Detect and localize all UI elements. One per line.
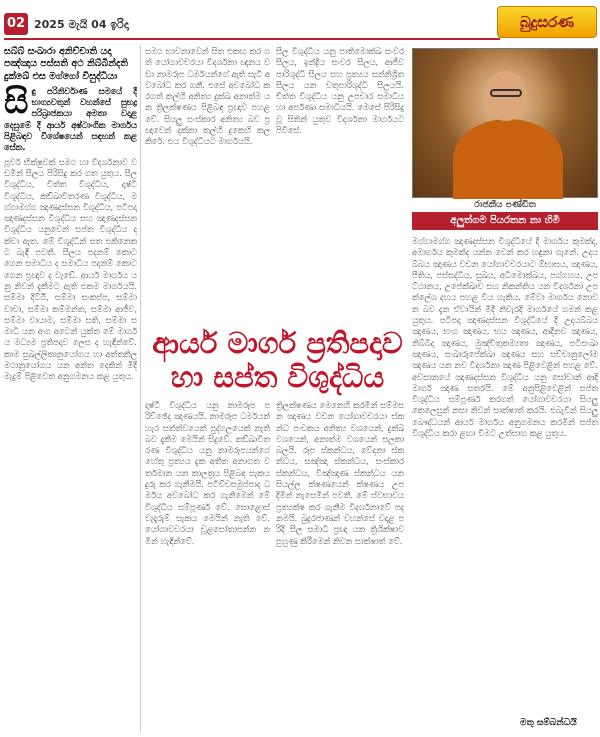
- header-rule: [4, 38, 500, 40]
- robe-shape: [453, 119, 563, 199]
- author-role: රාජකීය පණ්ඩිත: [474, 200, 536, 210]
- column-6: [276, 400, 404, 732]
- column-3-body: සීල විශුද්ධිය යනු පාතිමොක්ඛ සංවර සීලය, ඉන්ද්‍රිය සංවර සීලය, ආජීව පාරිශුද්ධි සීලය සහ ප්‍රත්‍යය සන්නිශ්‍රිත සීලය යන චතුපාරිශුද්ධි සීලයයි. චිත්ත විශුද්ධිය යනු උපචාර සමාධිය හා අර්පණා සමාධියයි. මෙසේ පිරිසිදු වූ සිතින් යුතුව විදර්ශනා මාර්ගයට පිවිසේ.: [276, 46, 404, 136]
- column-4: [412, 236, 598, 696]
- newspaper-logo: බුදුසරණ: [497, 6, 597, 38]
- column-2-body: සමථ භාවනාවෙන් සිත එකඟ කර ගත් යෝගාවචරයා විදර්ශනා ඥානය වඩා නාමරූප ධර්මයන්ගේ ඇති සැටි අවබෝධ කර ගනී. එසේ අවබෝධ කරගත් කල්හි අනිත්‍ය දුක්ඛ අනාත්ම යන ත්‍රිලක්ෂණය පිළිබඳ ප්‍රඥාව පහළ වේ. සියලු සංස්කාර අනිත්‍ය බව ප්‍රඥාවෙන් දක්නා කල්හි දුකෙහි කලකිරේ. එය විශුද්ධියට මාර්ගයයි.: [145, 46, 270, 147]
- column-divider: [140, 46, 141, 732]
- column-5: [145, 400, 270, 732]
- page-header: [0, 0, 600, 40]
- column-1: [4, 46, 137, 732]
- column-6-body: ත්‍රිලක්ෂණය මෙනෙහි කරමින් සම්මසන ඤාණය වඩන යෝගාවචරයා ස්කන්ධ පංචකය අනිත්‍ය වශයෙන්, දුක්ඛ වශයෙන්, අනාත්ම වශයෙන් සලකා බලයි. රූප ස්කන්ධය, වේදනා ස්කන්ධය, සඤ්ඤා ස්කන්ධය, සංස්කාර ස්කන්ධය, විඤ්ඤාණ ස්කන්ධය යන සියල්ල ක්ෂණයෙන් ක්ෂණය උපදිමින් නැසෙමින් පවතී. මේ ස්වභාවය ප්‍රත්‍යක්ෂ කර ගැනීම විදර්ශනාවේ පදනමයි. බුදුරජාණන් වහන්සේ වදාළ පරිදි සීල සමාධි ප්‍රඥා යන ත්‍රිශික්ෂාව පුහුණු කිරීමෙන් නිවන සාක්ෂාත් වේ.: [276, 400, 404, 546]
- column-2: [145, 46, 270, 324]
- lead-paragraph: [4, 81, 137, 154]
- author-photo: [412, 48, 598, 198]
- intro-verse: සබ්බ් සංඛාරා අනිච්චාති යදා පඤ්ඤාය පස්සති අථ නිබ්බින්දති දුක්ඛේ එස මග්ගෝ විසුද්ධියා: [4, 46, 128, 82]
- issue-date: 2025 මැයි 04 ඉරිදා: [34, 18, 129, 31]
- author-name: අලුත්ගම පියරතන නා හිමි: [412, 212, 598, 230]
- article-headline: ආර්ය මාර්ග ප්‍රතිපදාව හා සප්ත විශුද්ධිය: [152, 326, 403, 394]
- column-1-body: පූර්ව භික්ෂුවක් සමථ හා විදර්ශනාව වඩමින් සීලය පිරිසිදු කර ගත යුතුය. සීල විශුද්ධිය, චිත්ත විශුද්ධිය, දෘෂ්ටි විශුද්ධිය, කඞ්ඛාවිතරණ විශුද්ධිය, මග්ගාමග්ග ඤාණදස්සන විශුද්ධිය, පටිපදා ඤාණදස්සන විශුද්ධිය සහ ඤාණදස්සන විශුද්ධිය යනුවෙන් සප්ත විශුද්ධිය දක්වා ඇත. මේ විශුද්ධීන් සත එකිනෙකට බැඳී පවතී. සීලය පදනම් කොට ගෙන සමාධිය ද සමාධිය පදනම් කොට ගෙන ප්‍රඥාව ද වැඩේ. ආර්ය මාර්ගය යනු නිවන් දැකීමට ඇති එකම මාර්ගයයි. සම්මා දිට්ඨි, සම්මා සංකප්ප, සම්මා වාචා, සම්මා කම්මන්ත, සම්මා ආජීව, සම්මා වායාම, සම්මා සති, සම්මා සමාධි යන අංග අටෙන් යුක්ත මේ මාර්ගය මධ්‍යම ප්‍රතිපදාව ලෙස ද හැඳින්වේ. කාම සුඛල්ලිකානුයෝගය හා අත්තකිලමථානුයෝගය යන අන්ත දෙකින් මිදී මැදුම් පිළිවෙත අනුගමනය කළ යුතුය.: [4, 156, 137, 382]
- column-5-body: දෘෂ්ටි විශුද්ධිය යනු නාමරූප පරිච්ඡේද ඤාණයයි. නාමරූප ධර්මයන් හැර සත්ත්වයෙක් පුද්ගලයෙක් නැති බව දැකීම මෙයින් සිදුවේ. කඞ්ඛාවිතරණ විශුද්ධිය යනු නාමරූපයන්ගේ හේතු ප්‍රත්‍යය දැක අතීත අනාගත වර්තමාන යන කාලත්‍රය පිළිබඳ සැකය දුරු කර ගැනීමයි. පටිච්චසමුප්පාද ධර්මය අවබෝධ කර ගැනීමෙන් මේ විශුද්ධිය සම්පූර්ණ වේ. සොළොස් වැදෑරුම් සැකය මෙයින් නැති වේ. යෝගාවචරයා චූළසෝතාපන්න නමින් හැඳින්වේ.: [145, 400, 270, 546]
- dropcap: සි: [4, 81, 29, 122]
- column-4-body: මග්ගාමග්ග ඤාණදස්සන විශුද්ධියේ දී මාර්ගය කුමක්ද, අමාර්ගය කුමක්ද යන්න වෙන් කර හඳුනා ගැනේ. උදයබ්බය ඤාණය වඩන යෝගාවචරයාට ඕභාසය, ඤාණය, පීතිය, පස්සද්ධිය, සුඛය, අධිමොක්ඛය, පග්ගහය, උපට්ඨානය, උපේක්ඛාව සහ නිකන්තිය යන විදර්ශනා උපක්ලේශ දහය පහළ විය හැකිය. මේවා මාර්ගය නොවන බව දැන ඒවායින් මිදී නිවැරදි මාර්ගයේ ගමන් කළ යුතුය. පටිපදා ඤාණදස්සන විශුද්ධියේ දී උදයබ්බය ඤාණය, භංග ඤාණය, භය ඤාණය, ආදීනව ඤාණය, නිබ්බිදා ඤාණය, මුඤ්චිතුකම්‍යතා ඤාණය, පටිසංඛා ඤාණය, සංඛාරුපේක්ඛා ඤාණය සහ සච්චානුලෝම ඤාණය යන නව විදර්ශනා ඤාණ පිළිවෙළින් පහළ වේ. අවසානයේ ඤාණදස්සන විශුද්ධිය යනු සෝවාන් ආදී මාර්ග ඤාණ සතරයි. මේ අනුපිළිවෙළින් සප්ත විශුද්ධිය සම්පූර්ණ කරගත් යෝගාවචරයා සියලු කෙලෙසුන් නසා නිවන් සාක්ෂාත් කරයි. එබැවින් සියලු බෞද්ධයන් ආර්ය මාර්ගය අනුගමනය කරමින් සප්ත විශුද්ධිය කරා ළඟා වීමට උත්සාහ කළ යුතුය.: [412, 236, 598, 439]
- lead-bold-text: ඳු පරිනිර්වාණ සමයේ දී භාග්‍යවතුන් වහන්සේ සුභද්‍ර පරිබ්‍රාජකයා අමතා වදාළ දෙසුමේ දී ආර්ය අෂ්ටාංගික මාර්ගය පිළිබඳව විශේෂයෙන් සඳහන් කළ සේක.: [4, 85, 137, 153]
- page-number: 02: [4, 13, 28, 35]
- glasses-shape: [490, 89, 522, 97]
- continued-note: මතු සම්බන්ධයි: [520, 718, 577, 728]
- column-3: [276, 46, 404, 324]
